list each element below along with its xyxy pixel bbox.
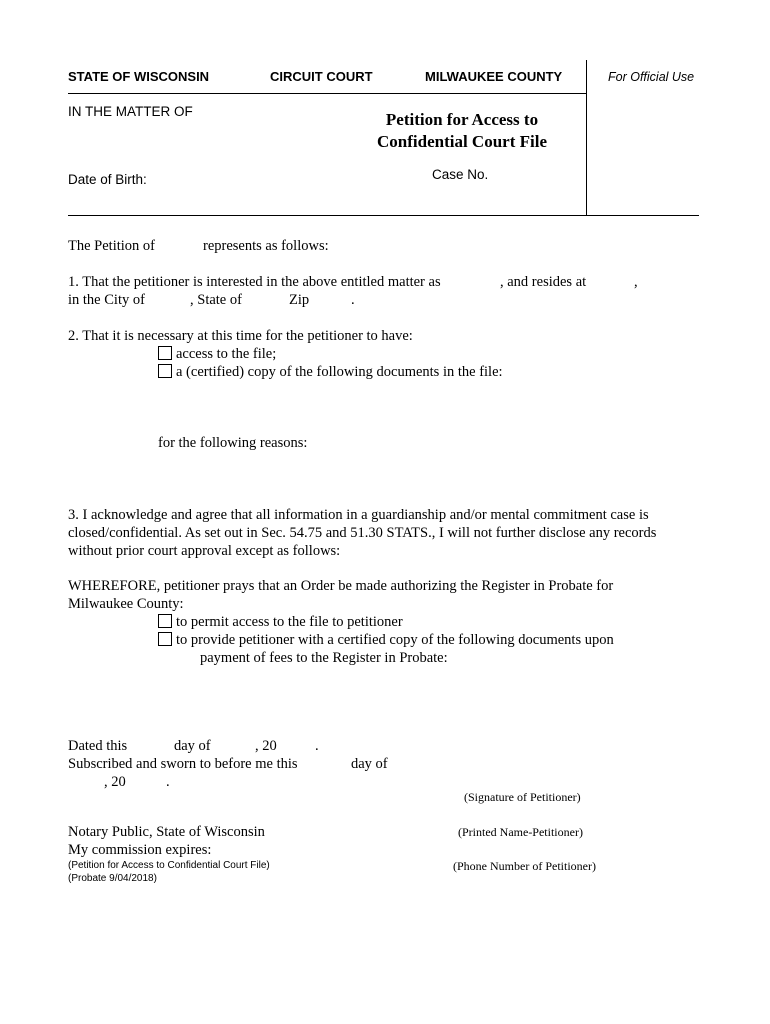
certified-copy-label: a (certified) copy of the following documents in the file: — [176, 364, 503, 380]
sworn-20: , 20 — [104, 774, 126, 790]
dated-period: . — [315, 738, 319, 754]
dated-day-of: day of — [174, 738, 211, 754]
sworn-day-of: day of — [351, 756, 388, 772]
wherefore-line1: WHEREFORE, petitioner prays that an Order be made authorizing the Register in Probate for — [68, 578, 614, 594]
permit-access-label: to permit access to the file to petitioner — [176, 614, 403, 630]
para3-line2: closed/confidential. As set out in Sec. 54.75 and 51.30 STATS., I will not further disclose any records — [68, 525, 657, 541]
form-title-line-2: Confidential Court File — [377, 132, 547, 151]
commission-label: My commission expires: — [68, 842, 212, 858]
official-use-divider — [586, 60, 587, 216]
state-label: STATE OF WISCONSIN — [68, 69, 210, 84]
form-title — [362, 109, 562, 153]
county-label: MILWAUKEE COUNTY — [425, 69, 563, 84]
matter-label: IN THE MATTER OF — [68, 104, 193, 119]
caption-bottom-rule — [68, 215, 699, 216]
sworn-period: . — [166, 774, 170, 790]
form-code-footer: (Probate 9/04/2018) — [68, 873, 157, 884]
sworn-label: Subscribed and sworn to before me this — [68, 756, 298, 772]
para1-period: . — [351, 292, 355, 308]
para3-line3: without prior court approval except as follows: — [68, 543, 341, 559]
certified-copy-checkbox[interactable] — [158, 364, 172, 378]
dated-this-label: Dated this — [68, 738, 128, 754]
dob-label: Date of Birth: — [68, 172, 147, 187]
access-option — [158, 345, 276, 363]
petition-of-text: The Petition of — [68, 238, 155, 254]
para1-city: in the City of — [68, 292, 145, 308]
printed-name-caption: (Printed Name-Petitioner) — [458, 825, 583, 839]
para1-resides: , and resides at — [500, 274, 587, 290]
para2-line1: 2. That it is necessary at this time for the petitioner to have: — [68, 328, 413, 344]
notary-label: Notary Public, State of Wisconsin — [68, 824, 265, 840]
case-no-label: Case No. — [432, 167, 489, 182]
form-title-line-1: Petition for Access to — [385, 110, 539, 129]
para1-zip: Zip — [289, 292, 310, 308]
para1-line1: 1. That the petitioner is interested in the above entitled matter as — [68, 274, 441, 290]
copy-option — [158, 363, 503, 381]
form-name-footer: (Petition for Access to Confidential Court File) — [68, 860, 270, 871]
access-file-checkbox[interactable] — [158, 346, 172, 360]
provide-copy-label: to provide petitioner with a certified copy of the following documents upon — [176, 632, 614, 648]
provide-copy-option — [158, 631, 614, 649]
header-rule — [68, 93, 586, 94]
para1-comma: , — [634, 274, 638, 290]
dated-20: , 20 — [255, 738, 277, 754]
para3-line1: 3. I acknowledge and agree that all information in a guardianship and/or mental commitment case is — [68, 507, 649, 523]
official-use-label: For Official Use — [608, 70, 695, 84]
signature-caption: (Signature of Petitioner) — [464, 790, 581, 804]
reasons-label: for the following reasons: — [158, 435, 308, 451]
court-label: CIRCUIT COURT — [270, 69, 373, 84]
phone-caption: (Phone Number of Petitioner) — [453, 859, 596, 873]
wherefore-line2: Milwaukee County: — [68, 596, 184, 612]
provide-copy-cont: payment of fees to the Register in Probate: — [200, 650, 448, 666]
para1-state: , State of — [190, 292, 242, 308]
represents-text: represents as follows: — [203, 238, 329, 254]
permit-access-option — [158, 613, 403, 631]
access-file-label: access to the file; — [176, 346, 277, 362]
provide-copy-checkbox[interactable] — [158, 632, 172, 646]
permit-access-checkbox[interactable] — [158, 614, 172, 628]
